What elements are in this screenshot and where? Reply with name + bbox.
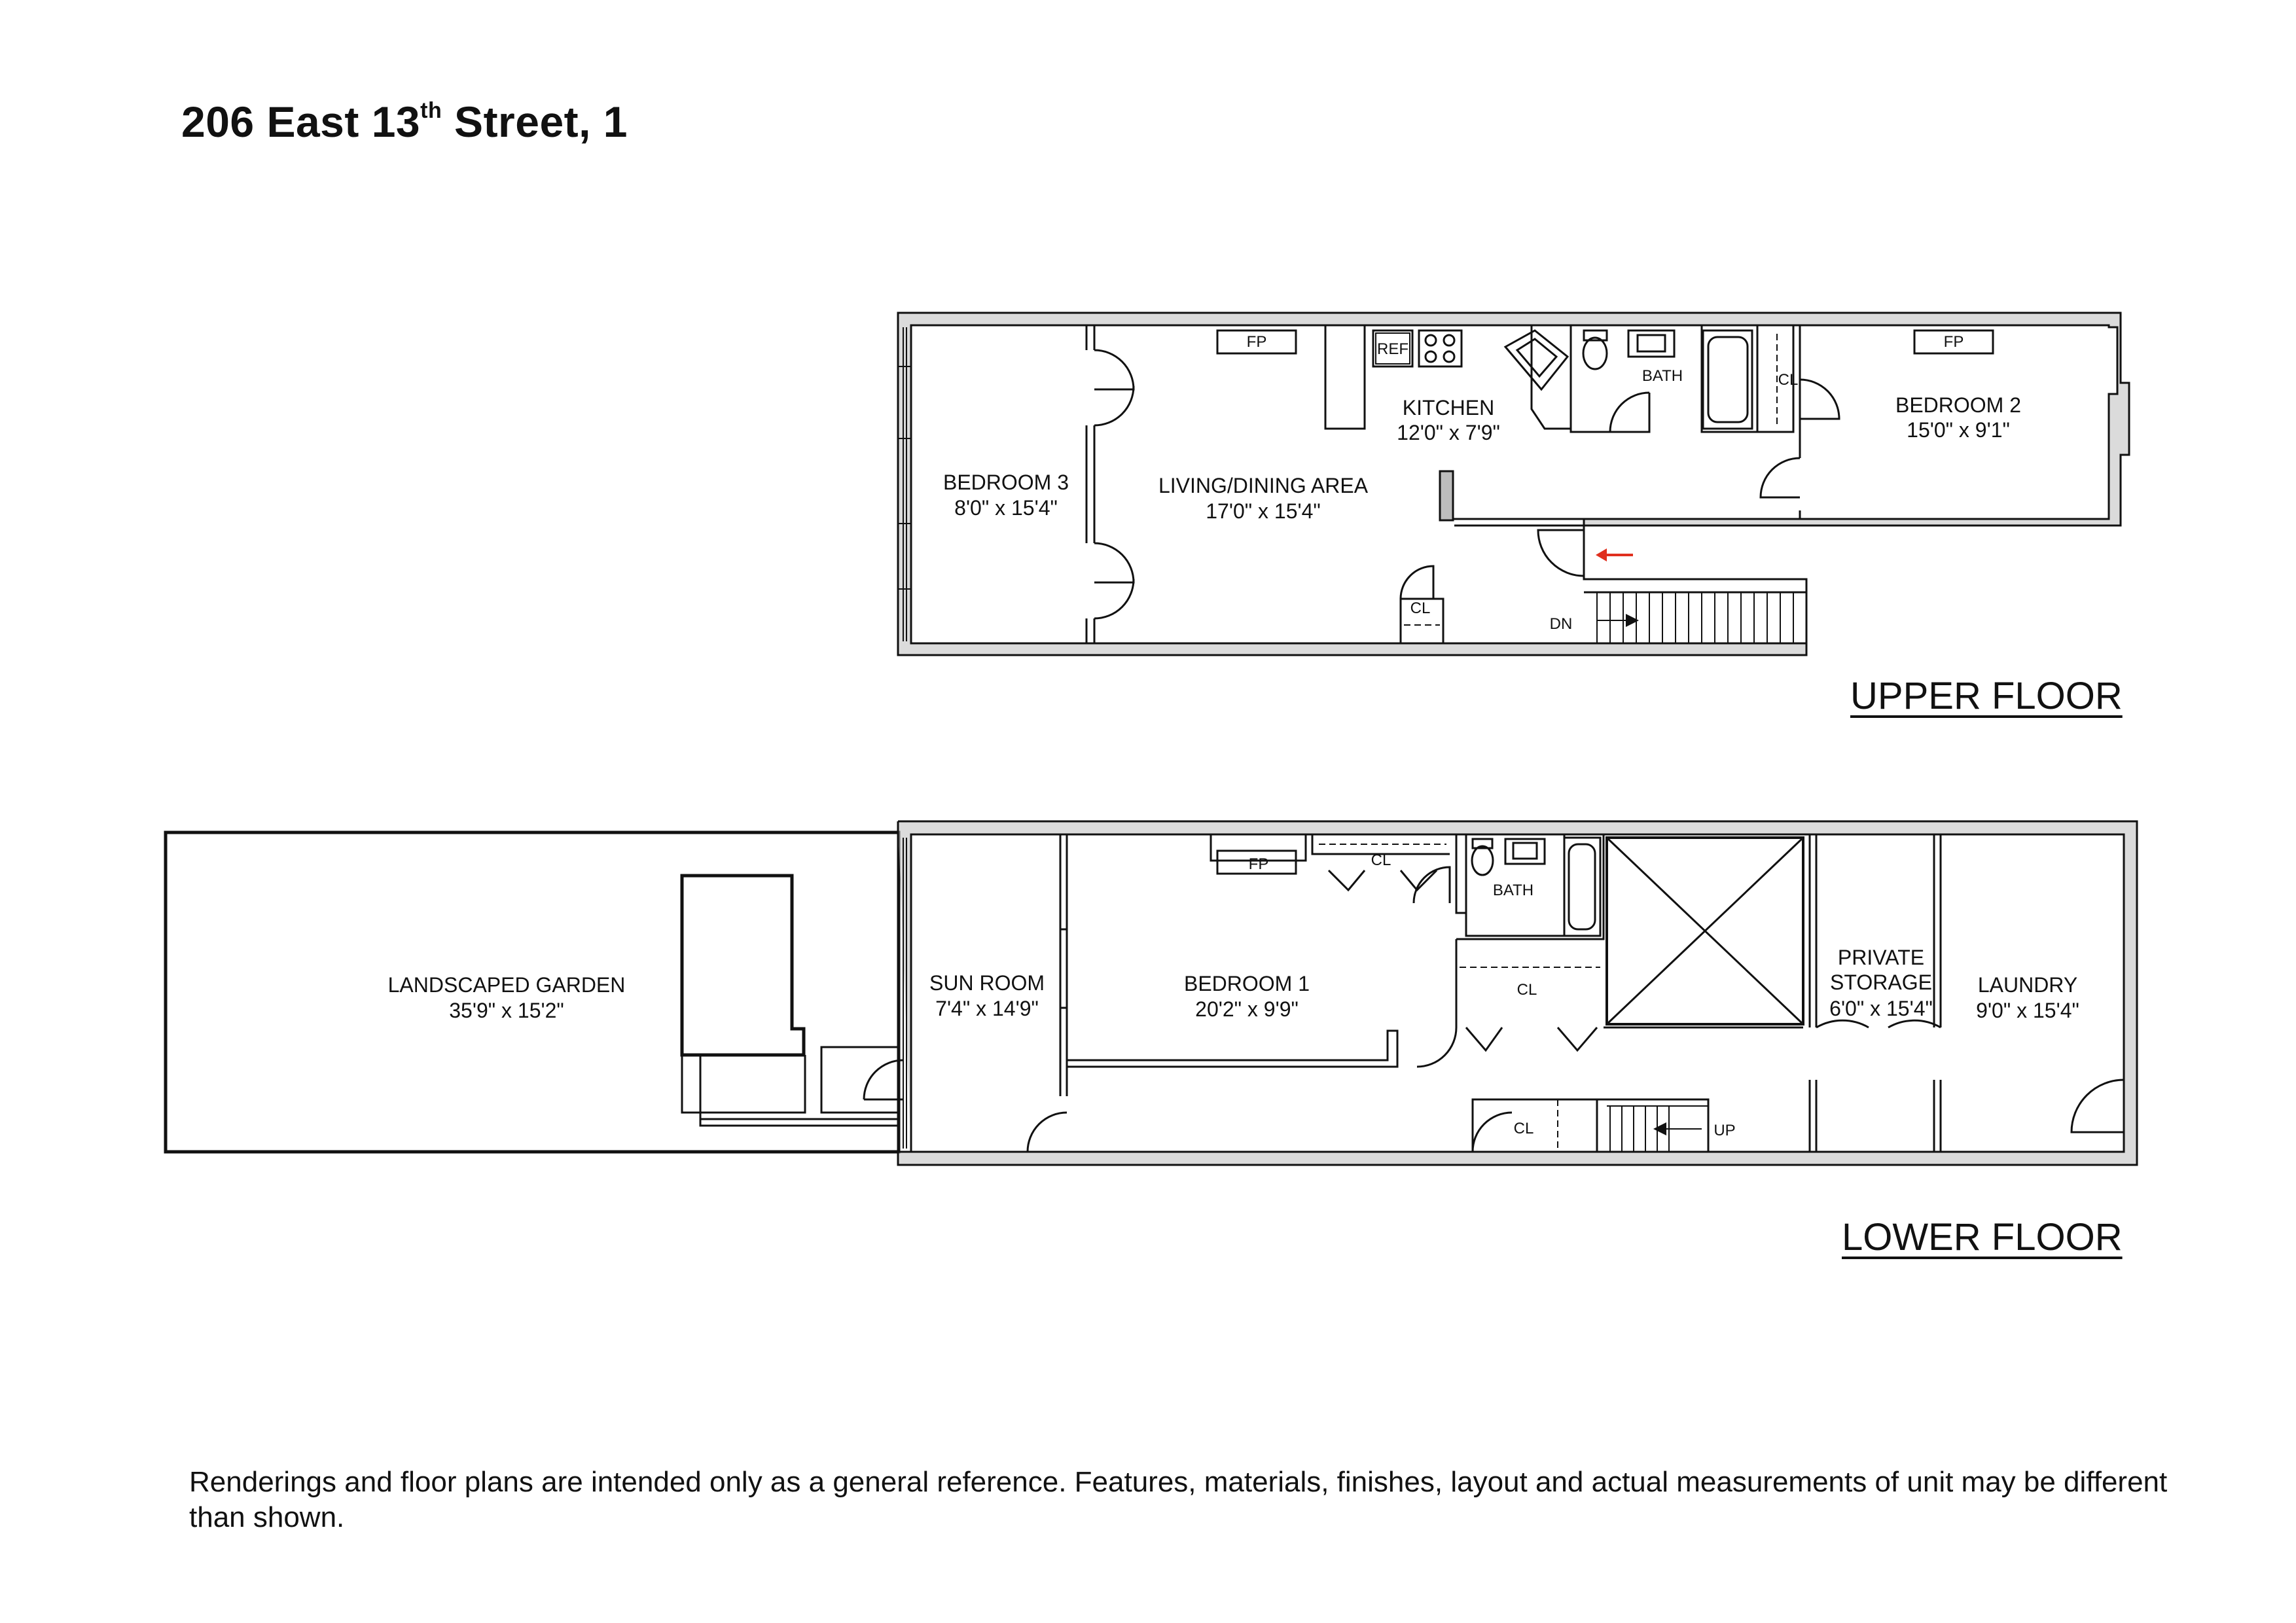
- kitchen-name: KITCHEN: [1402, 396, 1495, 419]
- upper-cl2-label: CL: [1778, 371, 1799, 389]
- bedroom3-name: BEDROOM 3: [942, 471, 1069, 494]
- bedroom1-size: 20'2" x 9'9": [1195, 997, 1299, 1021]
- storage-size: 6'0" x 15'4": [1829, 997, 1933, 1020]
- lower-floor-labels: [388, 851, 2079, 1139]
- upper-floor-labels: [943, 333, 2021, 633]
- dn-label: DN: [1549, 615, 1573, 633]
- entry-arrow-head-icon: [1596, 548, 1607, 562]
- upper-floor-plan: [898, 313, 2129, 655]
- upper-outer-wall: [898, 313, 2129, 655]
- living-size: 17'0" x 15'4": [1206, 499, 1321, 523]
- bedroom3-size: 8'0" x 15'4": [954, 496, 1058, 520]
- bedroom2-name: BEDROOM 2: [1895, 393, 2022, 417]
- upper-cl1-label: CL: [1410, 599, 1431, 617]
- disclaimer-text: Renderings and floor plans are intended only as a general reference. Features, materials, finishes, layout and actual measurements of unit may be different than shown.: [189, 1466, 2168, 1533]
- bedroom2-size: 15'0" x 9'1": [1907, 418, 2010, 442]
- lower-cl1-label: CL: [1371, 851, 1391, 869]
- living-name: LIVING/DINING AREA: [1158, 474, 1369, 497]
- garden-size: 35'9" x 15'2": [449, 999, 564, 1022]
- upper-bath-name: BATH: [1641, 367, 1683, 385]
- sunroom-name: SUN ROOM: [929, 971, 1045, 995]
- upper-fp1-label: FP: [1246, 333, 1267, 351]
- page-title: 206 East 13th Street, 1: [181, 98, 628, 146]
- lower-fp-label: FP: [1248, 855, 1269, 873]
- lower-floor-label: LOWER FLOOR: [1842, 1216, 2123, 1258]
- laundry-name: LAUNDRY: [1977, 973, 2078, 997]
- up-label: UP: [1713, 1122, 1736, 1139]
- ref-label: REF: [1377, 340, 1408, 358]
- lower-cl3-label: CL: [1513, 1120, 1534, 1137]
- garden-name: LANDSCAPED GARDEN: [387, 973, 626, 997]
- lower-bath-name: BATH: [1492, 882, 1534, 899]
- storage-name-line1: PRIVATE: [1837, 946, 1925, 969]
- lower-cl2-label: CL: [1516, 981, 1537, 999]
- sunroom-size: 7'4" x 14'9": [935, 997, 1039, 1020]
- bedroom1-name: BEDROOM 1: [1183, 972, 1310, 995]
- laundry-size: 9'0" x 15'4": [1976, 999, 2079, 1022]
- kitchen-size: 12'0" x 7'9": [1397, 421, 1500, 444]
- upper-floor-label: UPPER FLOOR: [1850, 675, 2123, 717]
- upper-fp2-label: FP: [1943, 333, 1964, 351]
- storage-name-line2: STORAGE: [1830, 971, 1932, 994]
